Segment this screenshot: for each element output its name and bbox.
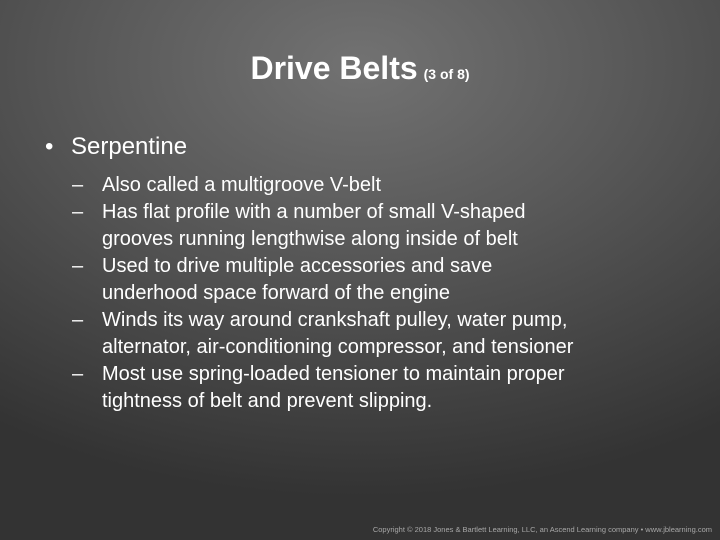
bullet-text: Serpentine [71,133,188,160]
sub-bullet-item [72,307,712,361]
sub-bullet-text: Most use spring-loaded tensioner to maintain proper tightness of belt and prevent slipping. [102,363,565,412]
sub-bullet-item [72,253,712,307]
sub-bullet-item [72,361,712,415]
sub-bullet-list [72,172,712,415]
bullet-marker: • [45,133,54,160]
dash-marker: – [72,363,84,385]
title-page-indicator: (3 of 8) [423,66,470,82]
copyright-footer: Copyright © 2018 Jones & Bartlett Learning, LLC, an Ascend Learning company • www.jblearning.com [372,525,712,534]
sub-bullet-text: Also called a multigroove V-belt [102,174,382,196]
title-main: Drive Belts [250,50,418,86]
dash-marker: – [72,174,84,196]
dash-marker: – [72,309,84,331]
sub-bullet-text: Has flat profile with a number of small V-shaped grooves running lengthwise along inside of belt [102,201,526,250]
sub-bullet-text: Used to drive multiple accessories and save underhood space forward of the engine [102,255,493,304]
sub-bullet-item [72,172,712,199]
slide-title [0,48,720,94]
bullet-serpentine [45,132,187,162]
dash-marker: – [72,255,84,277]
dash-marker: – [72,201,84,223]
sub-bullet-item [72,199,712,253]
sub-bullet-text: Winds its way around crankshaft pulley, water pump, alternator, air-conditioning compressor, and tensioner [102,309,574,358]
